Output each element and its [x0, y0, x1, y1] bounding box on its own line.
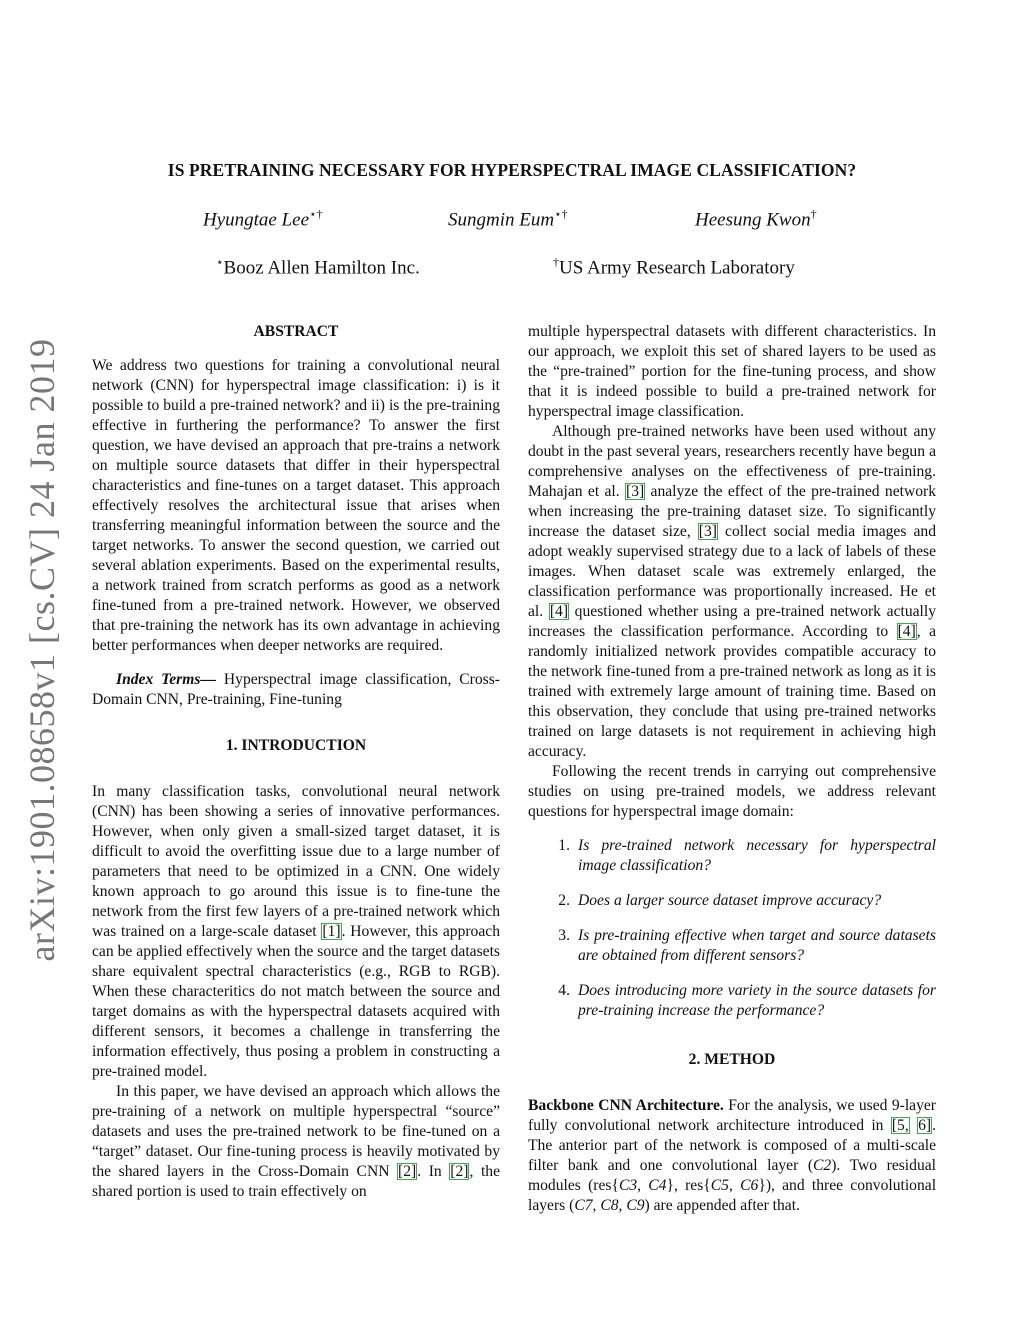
- intro-paragraph-1: In many classification tasks, convolutional neural network (CNN) has been showing a series of innovative performances. However, when only given a small-sized target dataset, it is difficult to avoid the overfitting issue due to a large number of parameters that need to be optimized in a CNN. One widely known approach to go around this issue is to fine-tune the network from the first few layers of a pre-trained network which was trained on a large-scale dataset [1]. However, this approach can be applied effectively when the source and the target datasets share equivalent spectral characteristics (e.g., RGB to RGB). When these characteritics do not match between the source and target domains as with the hyperspectral datasets acquired with different sensors, it becomes a challenge in transferring the information effectively, thus posing a problem in constructing a pre-trained model.: [92, 783, 500, 1080]
- citation-5[interactable]: [5,: [891, 1117, 909, 1134]
- method-heading: 2. METHOD: [688, 1051, 776, 1068]
- author-3: Heesung Kwon†: [695, 207, 817, 231]
- abstract-heading: ABSTRACT: [253, 323, 339, 340]
- abstract-text: We address two questions for training a convolutional neural network (CNN) for hyperspectral image classification: i) is it possible to build a pre-trained network? and ii) is the pre-training effective in furthering the performance? To answer the first question, we have devised an approach that pre-trains a network on multiple source datasets that differ in their hyperspectral characteristics and fine-tunes on a target dataset. This approach effectively resolves the architectural issue that arises when transferring meaningful information between the source and the target networks. To answer the second question, we carried out several ablation experiments. Based on the experimental results, a network trained from scratch performs as good as a network fine-tuned from a pre-trained network. However, we observed that pre-training the network has its own advantage in achieving better performances when deeper networks are required.: [92, 357, 500, 654]
- index-terms: Index Terms— Hyperspectral image classification, Cross-Domain CNN, Pre-training, Fine-tuning: [92, 671, 500, 708]
- citation-1[interactable]: [1]: [322, 923, 341, 940]
- citation-2[interactable]: [2]: [398, 1163, 417, 1180]
- paper-title: IS PRETRAINING NECESSARY FOR HYPERSPECTRAL IMAGE CLASSIFICATION?: [167, 160, 857, 180]
- intro-heading: 1. INTRODUCTION: [225, 737, 367, 754]
- list-item: 4. Does introducing more variety in the source datasets for pre-training increase the performance?: [558, 982, 936, 1019]
- intro-paragraph-2: In this paper, we have devised an approach which allows the pre-training of a network on multiple hyperspectral “source” datasets and uses the pre-trained network to be fine-tuned on a “target” dataset. Our fine-tuning process is heavily motivated by the shared layers in the Cross-Domain CNN [2]. In [2], the shared portion is used to train effectively on: [92, 1083, 500, 1200]
- citation-4[interactable]: [4]: [897, 623, 916, 640]
- intro-paragraph-4: Following the recent trends in carrying out comprehensive studies on using pre-trained models, we address relevant questions for hyperspectral image domain:: [528, 763, 936, 820]
- author-1: Hyungtae Lee⋆†: [203, 207, 323, 231]
- list-item: 3. Is pre-training effective when target and source datasets are obtained from different sensors?: [558, 927, 936, 964]
- arxiv-identifier: [22, 338, 62, 962]
- citation-4[interactable]: [4]: [549, 603, 569, 620]
- citation-6[interactable]: 6]: [918, 1117, 932, 1134]
- citation-2[interactable]: [2]: [450, 1163, 469, 1180]
- affiliation-2: †US Army Research Laboratory: [553, 255, 795, 279]
- author-2: Sungmin Eum⋆†: [448, 207, 568, 231]
- right-column: [528, 322, 936, 1216]
- arxiv-identifier-text: arXiv:1901.08658v1 [cs.CV] 24 Jan 2019: [22, 338, 62, 962]
- intro-paragraph-2-cont: multiple hyperspectral datasets with different characteristics. In our approach, we exploit this set of shared layers to be used as the “pre-trained” portion for the fine-tuning process, and show that it is indeed possible to build a pre-trained network for hyperspectral image classification.: [528, 323, 936, 420]
- question-list: [528, 836, 936, 1021]
- intro-paragraph-3: Although pre-trained networks have been used without any doubt in the past several years, researchers recently have begun a comprehensive analyses on the effectiveness of pre-training. Mahajan et al. [3] analyze the effect of the pre-trained network when increasing the pre-training dataset size. To significantly increase the dataset size, [3] collect social media images and adopt weakly supervised strategy due to a lack of labels of these images. When dataset scale was extremely enlarged, the classification performance was proportionally increased. He et al. [4] questioned whether using a pre-trained network actually increases the classification performance. According to [4], a randomly initialized network provides compatible accuracy to the network fine-tuned from a pre-trained network as long as it is trained with extremely large amount of training time. Based on this observation, they conclude that using pre-trained networks trained on large datasets is not requirement in achieving high accuracy.: [528, 423, 937, 760]
- left-column: [92, 322, 500, 1202]
- list-item: 1. Is pre-trained network necessary for hyperspectral image classification?: [558, 837, 936, 874]
- method-paragraph-1: Backbone CNN Architecture. For the analysis, we used 9-layer fully convolutional network architecture introduced in [5, 6]. The anterior part of the network is composed of a multi-scale filter bank and one convolutional layer (C2). Two residual modules (res{C3, C4}, res{C5, C6}), and three convolutional layers (C7, C8, C9) are appended after that.: [528, 1097, 937, 1214]
- affiliation-1: ⋆Booz Allen Hamilton Inc.: [216, 255, 420, 279]
- citation-3[interactable]: [3]: [626, 483, 645, 500]
- list-item: 2. Does a larger source dataset improve accuracy?: [558, 892, 882, 909]
- citation-3[interactable]: [3]: [698, 523, 717, 540]
